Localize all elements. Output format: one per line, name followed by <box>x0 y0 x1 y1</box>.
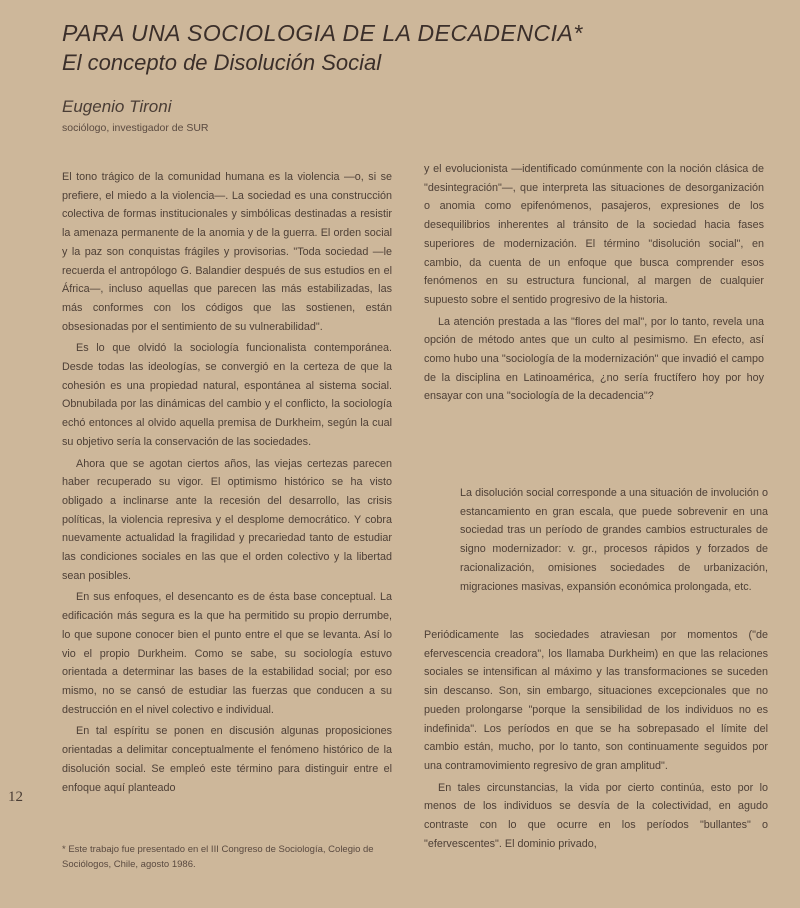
right-column-bottom <box>424 626 768 856</box>
article-subtitle: El concepto de Disolución Social <box>62 50 382 75</box>
author-affiliation: sociólogo, investigador de SUR <box>62 122 209 134</box>
paragraph: Ahora que se agotan ciertos años, las viejas certezas parecen haber recuperado su vigor. El optimismo histórico se ha visto obligado a inclinarse ante la recesión del desarrollo, las crisis políticas, la violencia represiva y el desplome democrático. Y cobra nuevamente actualidad la fragilidad y precariedad tanto de estudiar las condiciones sociales en las que el orden colectivo y la libertad sean posibles. <box>62 457 392 582</box>
left-column <box>62 168 392 800</box>
footnote: * Este trabajo fue presentado en el III Congreso de Sociología, Colegio de Sociólogos, Chile, agosto 1986. <box>62 844 374 870</box>
author-name: Eugenio Tironi <box>62 97 172 116</box>
article-title: PARA UNA SOCIOLOGIA DE LA DECADENCIA* <box>62 20 583 46</box>
pull-quote: La disolución social corresponde a una situación de involución o estancamiento en gran escala, que puede sobrevenir en una sociedad tras un período de grandes cambios estructurales de signo modernizador: v. gr., procesos rápidos y forzados de racionalización, omisiones sociedades de urbanización, migraciones masivas, expansión económica prolongada, etc. <box>460 487 768 593</box>
paragraph: El tono trágico de la comunidad humana es la violencia —o, si se prefiere, el miedo a la violencia—. La sociedad es una construcción colectiva de formas institucionales y simbólicas destinadas a resistir la amenaza permanente de la anomia y de la guerra. El orden social y la paz son conquistas frágiles y provisorias. "Toda sociedad —le recuerda el antropólogo G. Balandier después de sus estudios en el África—, incluso aquellas que parecen las más estabilizadas, las más conformes con los códigos que las sostienen, están obsesionadas por el sentimiento de su vulnerabilidad". <box>62 171 392 333</box>
paragraph: En tales circunstancias, la vida por cierto continúa, esto por lo menos de los individuos se desvía de la colectividad, en agudo contraste con lo que ocurre en los períodos "bullantes" o "efervescentes". El dominio privado, <box>424 781 768 850</box>
paragraph: Periódicamente las sociedades atraviesan por momentos ("de efervescencia creadora", los llamaba Durkheim) en que las relaciones sociales se intensifican al máximo y las transformaciones se suceden sin descanso. Son, sin embargo, situaciones excepcionales que no pueden prolongarse "porque la sensibilidad de los individuos no es indefinida". Los períodos en que se ha sobrepasado el límite del cambio están, mucho, por lo tanto, son continuamente seguidos por una contramovimiento regresivo de gran amplitud". <box>424 629 768 772</box>
paragraph: En sus enfoques, el desencanto es de ésta base conceptual. La edificación más segura es la que ha permitido su propio derrumbe, lo que supone conocer bien el punto entre el que se levanta. Así lo vio el propio Durkheim. Como se sabe, su sociología estuvo orientada a determinar las bases de la estabilidad social; por eso mismo, no se cansó de estudiar las fuerzas que conducen a su destrucción en el nivel colectivo e individual. <box>62 591 392 716</box>
paragraph: y el evolucionista —identificado comúnmente con la noción clásica de "desintegración"—, que interpreta las situaciones de desorganización o anomia como epifenómenos, pasajeros, expresiones de los desequilibrios inherentes al tránsito de la sociedad hacia fases superiores de modernización. El término "disolución social", en cambio, da cuenta de un enfoque que busca comprender esos fenómenos en su estructura funcional, al margen de cualquier supuesto sobre el sentido progresivo de la historia. <box>424 163 764 306</box>
page-number: 12 <box>8 789 23 805</box>
paragraph: La atención prestada a las "flores del mal", por lo tanto, revela una opción de método antes que un culto al pesimismo. En efecto, así como hubo una "sociología de la modernización" que invadió el campo de la disciplina en Latinoamérica, ¿no sería fructífero hoy por hoy ensayar con una "sociología de la decadencia"? <box>424 315 764 403</box>
paragraph: En tal espíritu se ponen en discusión algunas proposiciones orientadas a delimitar conceptualmente el fenómeno histórico de la disolución social. Se empleó este término para distinguir entre el enfoque aquí planteado <box>62 725 392 794</box>
paragraph: Es lo que olvidó la sociología funcionalista contemporánea. Desde todas las ideologías, se convergió en la certeza de que la cohesión es una propiedad natural, espontánea al sistema social. Obnubilada por las dinámicas del cambio y el conflicto, la sociología echó entonces al olvido aquella premisa de Durkheim, según la cual su objetivo sería la conservación de las sociedades. <box>62 342 392 448</box>
right-column-top <box>424 160 764 409</box>
